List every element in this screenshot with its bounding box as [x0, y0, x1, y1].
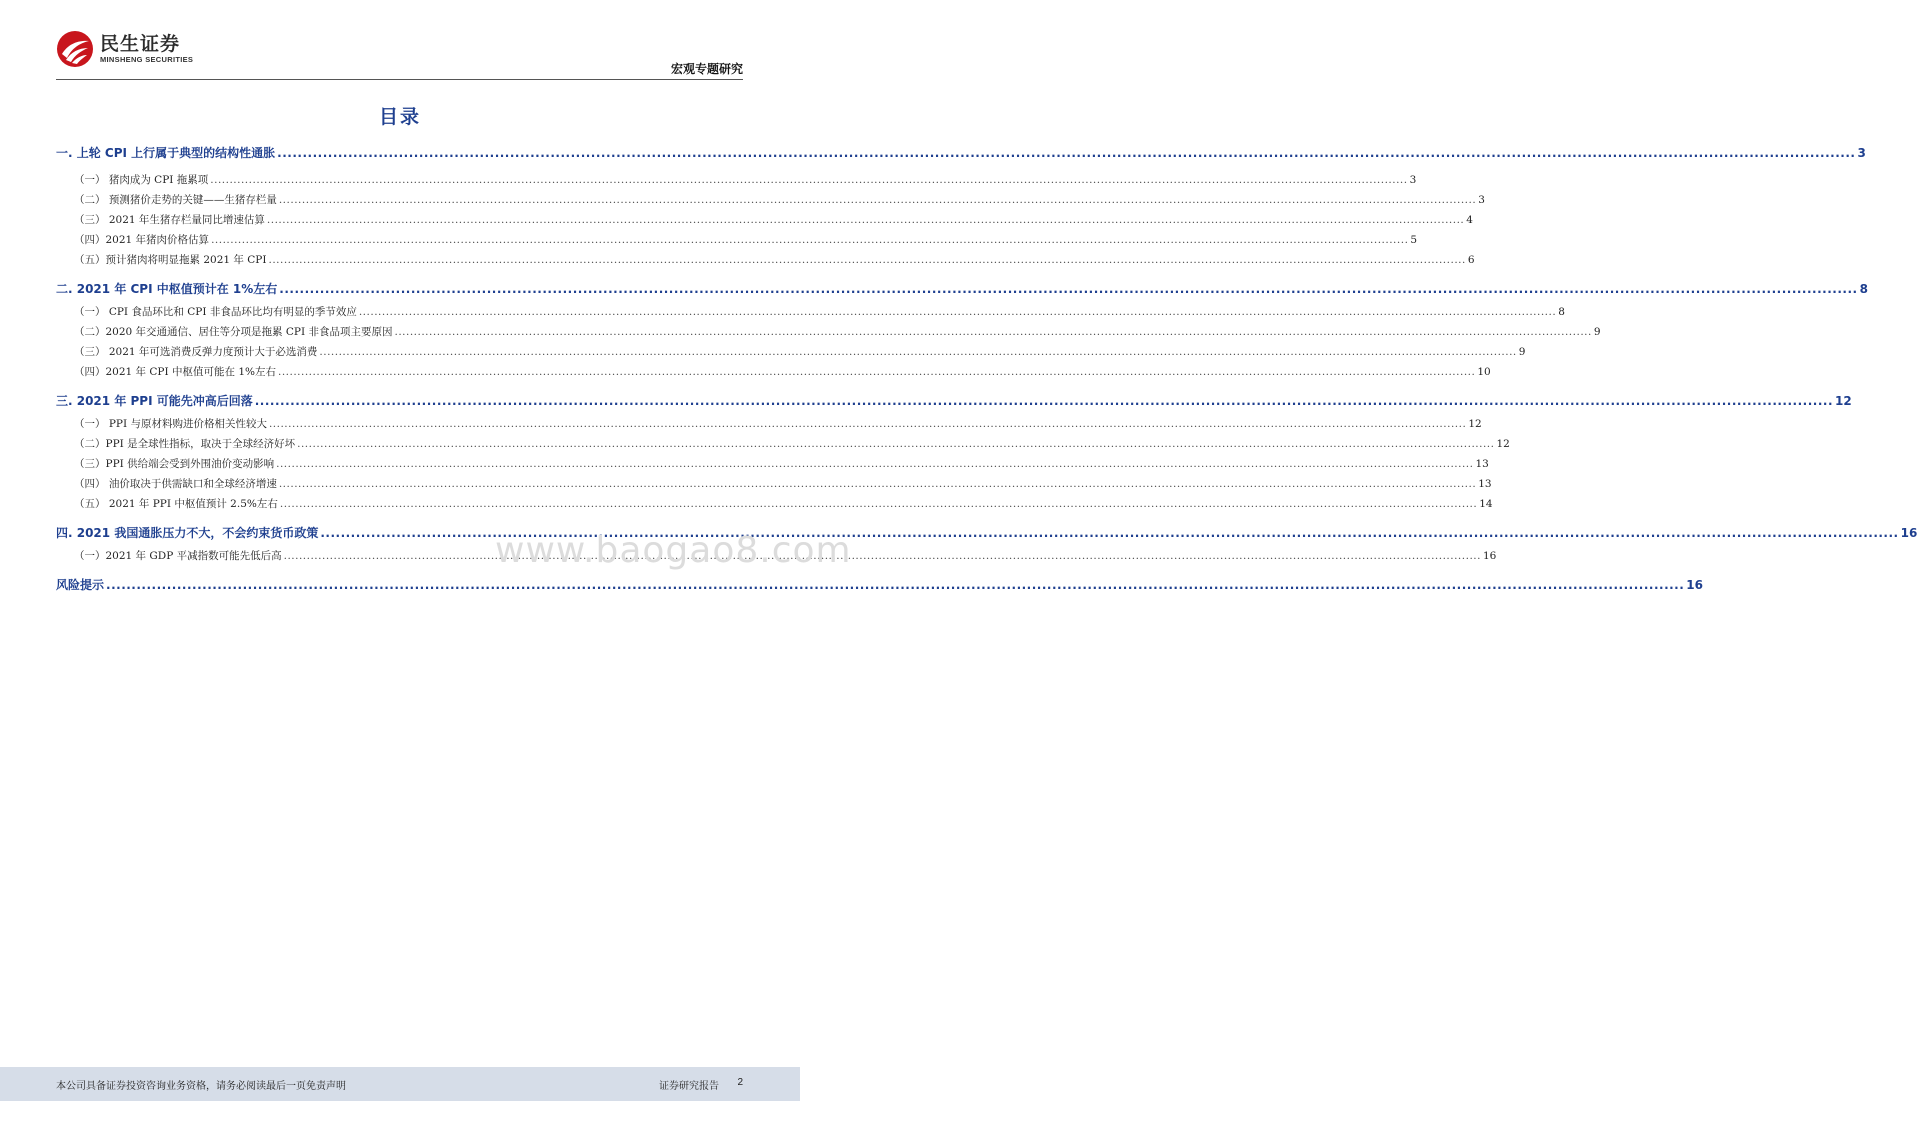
toc-leader-dots [297, 438, 1494, 450]
toc-entry-page: 8 [1558, 306, 1565, 318]
logo-english-name: MINSHENG SECURITIES [100, 55, 194, 64]
toc-entry-label: （四） 油价取决于供需缺口和全球经济增速 [74, 478, 277, 490]
toc-entry-page: 12 [1835, 394, 1852, 408]
toc-leader-dots [319, 346, 1516, 358]
toc-entry-label: （二） 预测猪价走势的关键——生猪存栏量 [74, 194, 277, 206]
footer-disclaimer: 本公司具备证券投资咨询业务资格，请务必阅读最后一页免责声明 [56, 1081, 346, 1092]
toc-subsection-link[interactable] [56, 364, 1491, 379]
toc-entry-label: 四. 2021 我国通胀压力不大，不会约束货币政策 [56, 526, 319, 540]
toc-entry-label: 一. 上轮 CPI 上行属于典型的结构性通胀 [56, 146, 276, 160]
toc-entry-page: 4 [1466, 214, 1473, 226]
toc-entry-page: 9 [1593, 326, 1601, 338]
toc-leader-dots [284, 550, 1481, 562]
toc-entry-page: 16 [1900, 526, 1917, 540]
header-divider [56, 79, 743, 80]
toc-entry-page: 13 [1478, 478, 1492, 490]
toc-subsection-link[interactable] [56, 416, 1482, 431]
toc-entry-page: 10 [1477, 366, 1491, 378]
toc-entry-label: （二）PPI 是全球性指标，取决于全球经济好坏 [74, 438, 296, 450]
logo-chinese-name: 民生证券 [100, 33, 181, 55]
toc-subsection-link[interactable] [56, 456, 1489, 471]
toc-entry-page: 3 [1409, 174, 1417, 186]
toc-subsection-link[interactable] [56, 172, 1417, 187]
toc-subsection-link[interactable] [56, 232, 1418, 247]
toc-subsection-link[interactable] [56, 212, 1473, 227]
toc-leader-dots [255, 394, 1833, 408]
page-footer [0, 1067, 800, 1101]
toc-subsection-link[interactable] [56, 476, 1492, 491]
toc-title: 目录 [378, 106, 421, 128]
toc-entry-page: 9 [1518, 346, 1526, 358]
toc-leader-dots [210, 174, 1407, 186]
page-header [0, 0, 800, 82]
toc-subsection-link[interactable] [56, 304, 1565, 319]
toc-entry-label: （三） 2021 年可选消费反弹力度预计大于必选消费 [74, 346, 318, 358]
toc-leader-dots [277, 146, 1855, 160]
toc-entry-label: 风险提示 [56, 578, 105, 592]
company-logo [56, 30, 193, 68]
footer-report-label: 证券研究报告 [659, 1081, 719, 1092]
toc-leader-dots [211, 234, 1408, 246]
toc-leader-dots [278, 366, 1475, 378]
toc-entry-label: 二. 2021 年 CPI 中枢值预计在 1%左右 [56, 282, 278, 296]
toc-entry-label: （一） 猪肉成为 CPI 拖累项 [74, 174, 209, 186]
minsheng-logo-icon [56, 30, 94, 68]
toc-leader-dots [279, 478, 1476, 490]
toc-entry-label: （三） 2021 年生猪存栏量同比增速估算 [74, 214, 265, 226]
toc-entry-label: （三）PPI 供给端会受到外围油价变动影响 [74, 458, 275, 470]
toc-entry-label: （一） PPI 与原材料购进价格相关性较大 [74, 418, 267, 430]
toc-leader-dots [279, 282, 1857, 296]
toc-section-link[interactable] [56, 576, 1703, 593]
toc-entry-label: （四）2021 年 CPI 中枢值可能在 1%左右 [74, 366, 276, 378]
toc-entry-label: （一） CPI 食品环比和 CPI 非食品环比均有明显的季节效应 [74, 306, 357, 318]
toc-entry-page: 12 [1468, 418, 1482, 430]
toc-subsection-link[interactable] [56, 252, 1475, 267]
watermark: www.baogao8.com [495, 530, 852, 571]
toc-leader-dots [279, 194, 1476, 206]
toc-entry-page: 14 [1479, 498, 1493, 510]
toc-subsection-link[interactable] [56, 344, 1526, 359]
toc-entry-page: 3 [1857, 146, 1866, 160]
toc-entry-label: 三. 2021 年 PPI 可能先冲高后回落 [56, 394, 253, 408]
toc-section-link[interactable] [56, 392, 1852, 409]
toc-leader-dots [276, 458, 1473, 470]
toc-leader-dots [267, 214, 1464, 226]
toc-leader-dots [268, 254, 1465, 266]
toc-entry-label: （二）2020 年交通通信、居住等分项是拖累 CPI 非食品项主要原因 [74, 326, 393, 338]
toc-section-link[interactable] [56, 144, 1866, 161]
toc-subsection-link[interactable] [56, 436, 1510, 451]
toc-subsection-link[interactable] [56, 192, 1485, 207]
report-type-label: 宏观专题研究 [670, 62, 743, 76]
toc-leader-dots [394, 326, 1591, 338]
toc-entry-label: （五）预计猪肉将明显拖累 2021 年 CPI [74, 254, 267, 266]
page-number: 2 [737, 1077, 743, 1088]
toc-entry-label: （一）2021 年 GDP 平减指数可能先低后高 [74, 550, 282, 562]
toc-entry-page: 16 [1482, 550, 1497, 562]
toc-entry-page: 8 [1859, 282, 1868, 296]
toc-leader-dots [280, 498, 1477, 510]
toc-subsection-link[interactable] [56, 496, 1493, 511]
toc-leader-dots [106, 578, 1684, 592]
toc-entry-page: 5 [1410, 234, 1418, 246]
toc-subsection-link[interactable] [56, 324, 1601, 339]
toc-entry-page: 12 [1496, 438, 1510, 450]
toc-entry-page: 3 [1478, 194, 1485, 206]
toc-entry-page: 16 [1686, 578, 1703, 592]
toc-entry-label: （五） 2021 年 PPI 中枢值预计 2.5%左右 [74, 498, 278, 510]
toc-entry-label: （四）2021 年猪肉价格估算 [74, 234, 210, 246]
toc-leader-dots [269, 418, 1466, 430]
toc-section-link[interactable] [56, 280, 1868, 297]
toc-leader-dots [359, 306, 1556, 318]
toc-entry-page: 13 [1475, 458, 1489, 470]
toc-entry-page: 6 [1467, 254, 1475, 266]
